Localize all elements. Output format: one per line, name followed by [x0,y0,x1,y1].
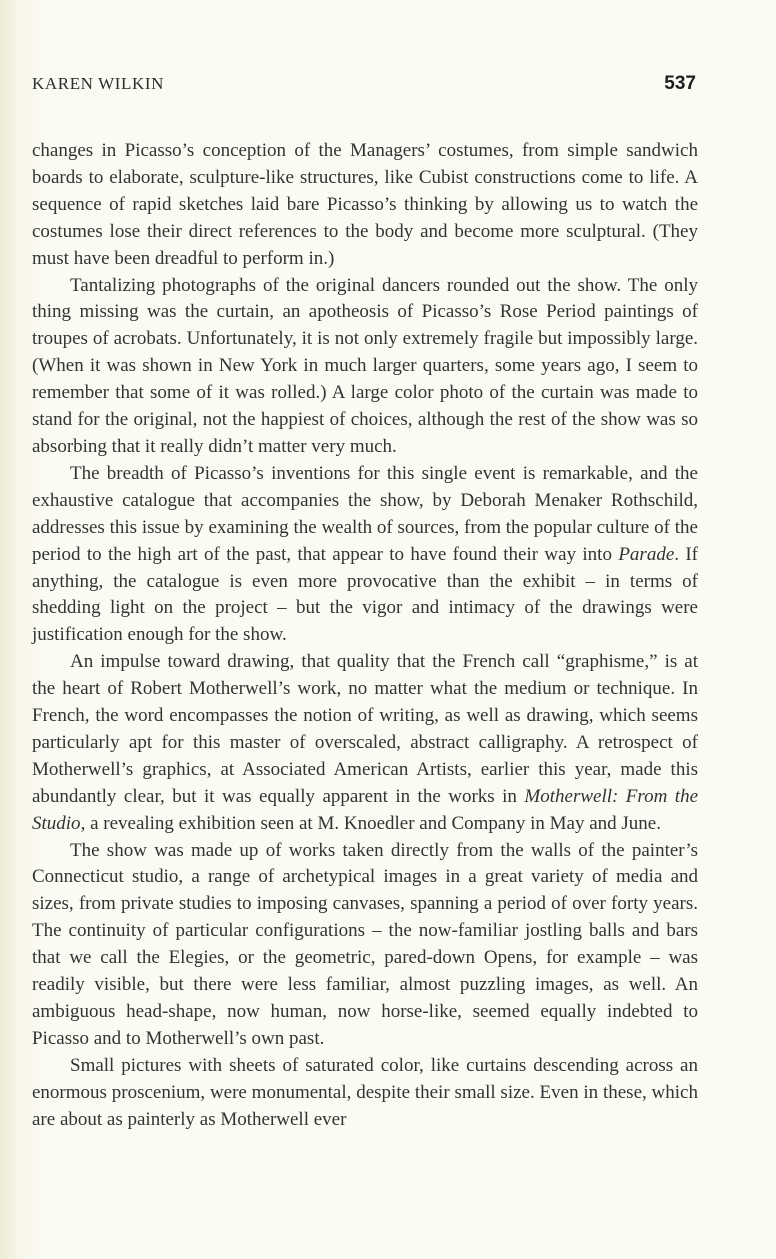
paragraph-6 [32,1053,698,1134]
author-name: KAREN WILKIN [32,74,165,93]
title-motherwell-exhibition: Motherwell: From the Studio [32,785,698,834]
paragraph-1 [32,138,698,273]
paragraph-text: Tantalizing photographs of the original dancers rounded out the show. The only thing missing was the curtain, an apotheosis of Picasso’s Rose Period paintings of troupes of acrobats. Unfortunately, it is not only extremely fragile but impossibly large. (When it was shown in New York in much larger quarters, some years ago, I seem to remember that some of it was rolled.) A large color photo of the curtain was made to stand for the original, not the happiest of choices, although the rest of the show was so absorbing that it really didn’t matter very much. [32,274,698,457]
paragraph-3 [32,461,698,649]
paragraph-text: . If anything, the catalogue is even more provocative than the exhibit – in terms of shedding light on the project – but the vigor and intimacy of the drawings were justification enough for the show. [32,543,698,646]
paragraph-text: changes in Picasso’s conception of the Managers’ costumes, from simple sandwich boards to elaborate, sculpture-like structures, like Cubist constructions come to life. A sequence of rapid sketches laid bare Picasso’s thinking by allowing us to watch the costumes lose their direct references to the body and become more sculptural. (They must have been dreadful to perform in.) [32,140,698,269]
paragraph-5 [32,838,698,1053]
article-body [32,138,698,1134]
title-parade: Parade [618,543,675,565]
page-number: 537 [664,73,696,94]
running-head [32,74,696,98]
paragraph-text: , a revealing exhibition seen at M. Knoedler and Company in May and June. [80,812,661,834]
paragraph-4 [32,649,698,837]
paragraph-text: Small pictures with sheets of saturated color, like curtains descending across an enormous proscenium, were monumental, despite their small size. Even in these, which are about as painterly as Motherwell ever [32,1054,698,1130]
paragraph-text: The show was made up of works taken directly from the walls of the painter’s Connecticut studio, a range of archetypical images in a great variety of media and sizes, from private studies to imposing canvases, spanning a period of over forty years. The continuity of particular configurations – the now-familiar jostling balls and bars that we call the Elegies, or the geometric, pared-down Opens, for example – was readily visible, but there were less familiar, almost puzzling images, as well. An ambiguous head-shape, now human, now horse-like, seemed equally indebted to Picasso and to Motherwell’s own past. [32,839,698,1049]
paragraph-text: An impulse toward drawing, that quality that the French call “graphisme,” is at the heart of Robert Motherwell’s work, no matter what the medium or technique. In French, the word encompasses the notion of writing, as well as drawing, which seems particularly apt for this master of overscaled, abstract calligraphy. A retrospect of Motherwell’s graphics, at Associated American Artists, earlier this year, made this abundantly clear, but it was equally apparent in the works in [32,651,698,807]
paragraph-text: The breadth of Picasso’s inventions for this single event is remarkable, and the exhaustive catalogue that accompanies the show, by Deborah Menaker Rothschild, addresses this issue by examining the wealth of sources, from the popular culture of the period to the high art of the past, that appear to have found their way into [32,462,698,565]
paragraph-2 [32,273,698,461]
